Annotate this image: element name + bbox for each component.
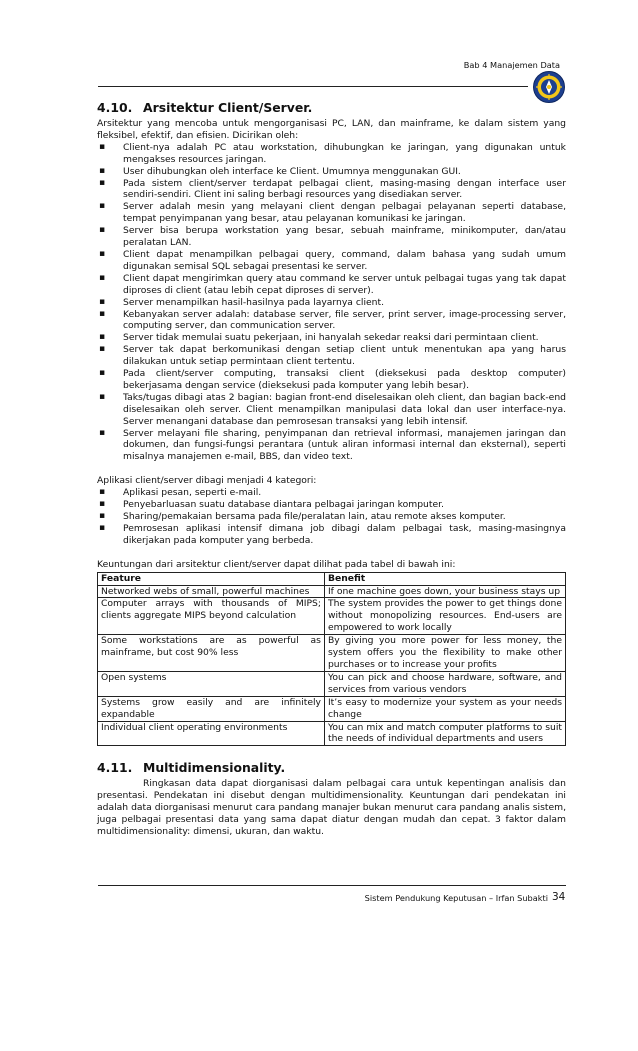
list-item: ▪ Kebanyakan server adalah: database server, file server, print server, image-processing server, computing server, dan communication server. xyxy=(97,309,566,333)
section-number: 4.11. xyxy=(97,760,133,776)
list-item: ▪ Aplikasi pesan, seperti e-mail. xyxy=(97,487,566,499)
benefit-cell: If one machine goes down, your business stays up xyxy=(324,585,565,598)
section-number: 4.10. xyxy=(97,100,133,115)
benefit-cell: You can pick and choose hardware, software, and services from various vendors xyxy=(324,671,565,696)
column-header-benefit: Benefit xyxy=(324,572,565,585)
list-item: ▪ Client dapat mengirimkan query atau command ke server untuk pelbagai tugas yang tak dapat diproses di client (atau lebih cepat diproses di server). xyxy=(97,273,566,297)
feature-cell: Open systems xyxy=(98,671,325,696)
list-item: ▪ Taks/tugas dibagi atas 2 bagian: bagian front-end diselesaikan oleh client, dan bagian back-end diselesaikan oleh server. Client menampilkan manipulasi data lokal dan user interface-nya. Server menangani database dan pemrosesan transaksi yang lebih intensif. xyxy=(97,392,566,428)
section-heading-client-server xyxy=(97,100,566,116)
table-row xyxy=(98,696,566,721)
list-item: ▪ Client-nya adalah PC atau workstation, dihubungkan ke jaringan, yang digunakan untuk mengakses resources jaringan. xyxy=(97,142,566,166)
table-intro: Keuntungan dari arsitektur client/server dapat dilihat pada tabel di bawah ini: xyxy=(97,558,456,570)
feature-cell: Some workstations are as powerful as mainframe, but cost 90% less xyxy=(98,635,325,672)
page-content xyxy=(97,100,566,838)
footer-rule xyxy=(98,885,566,886)
list-item: ▪ Pemrosesan aplikasi intensif dimana job dibagi dalam pelbagai task, masing-masingnya dikerjakan pada komputer yang berbeda. xyxy=(97,523,566,547)
list-item: ▪ Pada client/server computing, transaksi client (dieksekusi pada desktop computer) bekerjasama dengan service (dieksekusi pada komputer yang lebih besar). xyxy=(97,368,566,392)
feature-cell: Individual client operating environments xyxy=(98,721,325,746)
list-item: ▪ Server adalah mesin yang melayani client dengan pelbagai pelayanan seperti database, tempat penyimpanan yang besar, atau pelayanan komunikasi ke jaringan. xyxy=(97,201,566,225)
multidimensionality-paragraph: Ringkasan data dapat diorganisasi dalam pelbagai cara untuk kepentingan analisis dan presentasi. Pendekatan ini disebut dengan multidimensionality. Keuntungan dari pendekatan ini adalah data diorganisasi menurut cara pandang manajer bukan menurut cara pandang analis sistem, juga pelbagai presentasi data yang sama dapat diatur dengan mudah dan cepat. 3 faktor dalam multidimensionality: dimensi, ukuran, dan waktu. xyxy=(97,778,566,837)
benefit-cell: By giving you more power for less money, the system offers you the flexibility to make other purchases or to increase your profits xyxy=(324,635,565,672)
section-heading-multidimensionality xyxy=(97,760,566,776)
list-item: ▪ Pada sistem client/server terdapat pelbagai client, masing-masing dengan interface user sendiri-sendiri. Client ini saling berbagi resources yang disediakan server. xyxy=(97,178,566,202)
chapter-header: Bab 4 Manajemen Data xyxy=(463,60,560,70)
list-item: ▪ User dihubungkan oleh interface ke Client. Umumnya menggunakan GUI. xyxy=(97,166,566,178)
list-item: ▪ Server tidak memulai suatu pekerjaan, ini hanyalah sekedar reaksi dari permintaan client. xyxy=(97,332,566,344)
list-item: ▪ Server tak dapat berkomunikasi dengan setiap client untuk menentukan apa yang harus dilakukan untuk setiap permintaan client tertentu. xyxy=(97,344,566,368)
table-row xyxy=(98,598,566,635)
page-number: 34 xyxy=(552,891,566,903)
list-item: ▪ Client dapat menampilkan pelbagai query, command, dalam bahasa yang sudah umum digunakan semisal SQL sebagai presentasi ke server. xyxy=(97,249,566,273)
list-item: ▪ Sharing/pemakaian bersama pada file/peralatan lain, atau remote akses komputer. xyxy=(97,511,566,523)
list-item: ▪ Server bisa berupa workstation yang besar, sebuah mainframe, minikomputer, dan/atau peralatan LAN. xyxy=(97,225,566,249)
table-row xyxy=(98,585,566,598)
intro-paragraph: Arsitektur yang mencoba untuk mengorganisasi PC, LAN, dan mainframe, ke dalam sistem yang fleksibel, efektif, dan efisien. Dicirikan oleh: xyxy=(97,118,566,141)
table-row xyxy=(98,721,566,746)
characteristics-list xyxy=(97,142,566,463)
feature-cell: Computer arrays with thousands of MIPS; clients aggregate MIPS beyond calculation xyxy=(98,598,325,635)
table-row xyxy=(98,635,566,672)
list-item: ▪ Server menampilkan hasil-hasilnya pada layarnya client. xyxy=(97,297,566,309)
footer-credit: Sistem Pendukung Keputusan – Irfan Subakti xyxy=(364,893,548,903)
table-row xyxy=(98,671,566,696)
table-header-row xyxy=(98,572,566,585)
institution-logo-icon xyxy=(532,70,566,104)
header-rule xyxy=(98,86,528,87)
categories-intro: Aplikasi client/server dibagi menjadi 4 kategori: xyxy=(97,475,317,487)
benefit-cell: You can mix and match computer platforms to suit the needs of individual departments and users xyxy=(324,721,565,746)
benefit-cell: It’s easy to modernize your system as your needs change xyxy=(324,696,565,721)
benefits-table xyxy=(97,572,566,747)
column-header-feature: Feature xyxy=(98,572,325,585)
feature-cell: Systems grow easily and are infinitely expandable xyxy=(98,696,325,721)
list-item: ▪ Penyebarluasan suatu database diantara pelbagai jaringan komputer. xyxy=(97,499,566,511)
list-item: ▪ Server melayani file sharing, penyimpanan dan retrieval informasi, manajemen jaringan dan dokumen, dan fungsi-fungsi perantara (untuk aliran informasi internal dan eksternal), seperti misalnya manajemen e-mail, BBS, dan video text. xyxy=(97,428,566,464)
categories-list xyxy=(97,487,566,547)
section-title: Arsitektur Client/Server. xyxy=(143,100,313,115)
section-title: Multidimensionality. xyxy=(143,760,286,776)
benefit-cell: The system provides the power to get things done without monopolizing resources. End-users are empowered to work locally xyxy=(324,598,565,635)
feature-cell: Networked webs of small, powerful machines xyxy=(98,585,325,598)
